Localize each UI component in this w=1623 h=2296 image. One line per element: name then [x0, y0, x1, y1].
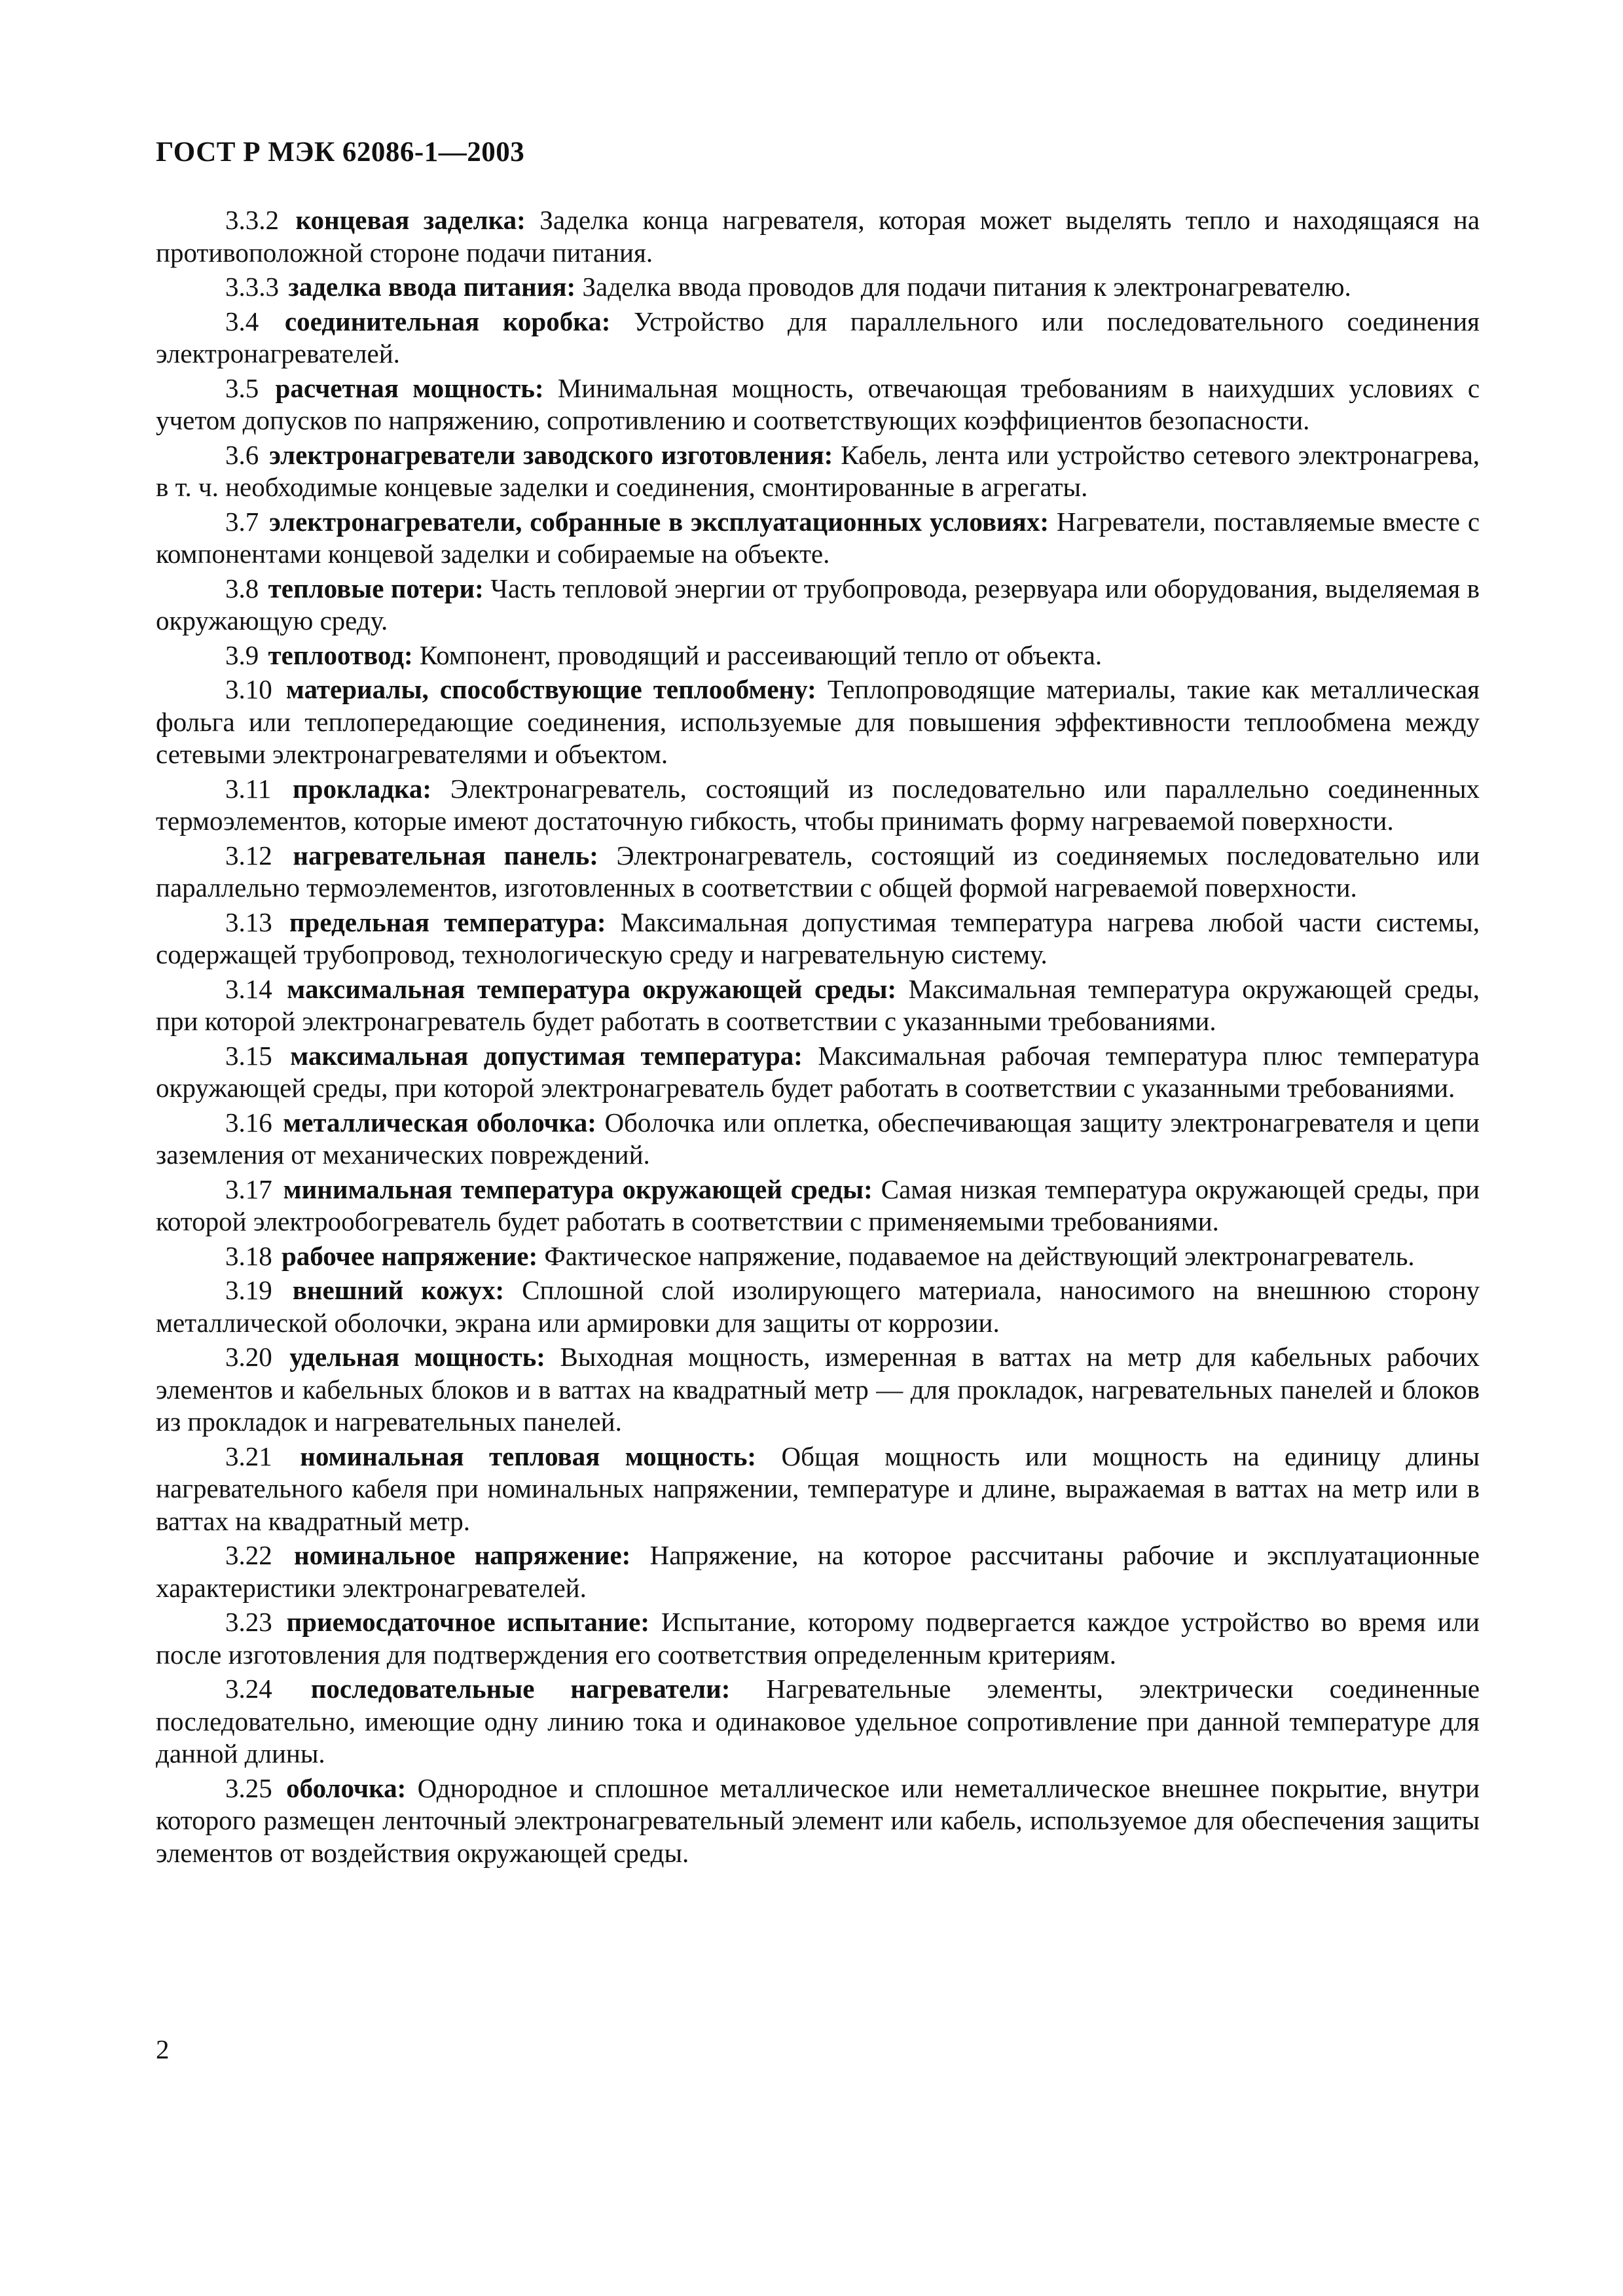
- definition-term: нагревательная панель:: [293, 840, 598, 870]
- definition-term: последовательные нагреватели:: [310, 1674, 731, 1704]
- definition-text: Испытание, которому подвергается каждое устройство во время или после изготовления для подтверждения его соответствия определенным критериям.: [156, 1607, 1480, 1670]
- definition-text: Кабель, лента или устройство сетевого электронагрева, в т. ч. необходимые концевые заделки и соединения, смонтированные в агрегаты.: [156, 439, 1480, 502]
- definition-term: электронагреватели заводского изготовления:: [269, 439, 833, 470]
- definition-number: 3.6: [225, 439, 259, 470]
- definition-number: 3.7: [225, 506, 259, 537]
- definition-term: предельная температура:: [289, 906, 606, 937]
- definition-text: Сплошной слой изолирующего материала, наносимого на внешнюю сторону металлической оболочки, экрана или армировки для защиты от коррозии.: [156, 1275, 1480, 1338]
- definition-term: удельная мощность:: [289, 1342, 545, 1372]
- definition-number: 3.12: [225, 840, 272, 870]
- definition-number: 3.9: [225, 639, 259, 670]
- definition-term: соединительная коробка:: [284, 306, 611, 336]
- definition-entry: [156, 639, 1480, 672]
- definition-entry: [156, 1341, 1480, 1439]
- definition-term: номинальное напряжение:: [294, 1540, 631, 1570]
- definition-entry: [156, 1606, 1480, 1671]
- definition-number: 3.13: [225, 906, 272, 937]
- definition-number: 3.15: [225, 1040, 272, 1071]
- definition-entry: [156, 1772, 1480, 1870]
- definition-term: номинальная тепловая мощность:: [300, 1441, 757, 1471]
- definition-text: Фактическое напряжение, подаваемое на действующий электронагреватель.: [544, 1240, 1415, 1271]
- definition-text: Электронагреватель, состоящий из последовательно или параллельно соединенных термоэлементов, которые имеют достаточную гибкость, чтобы принимать форму нагреваемой поверхности.: [156, 773, 1480, 836]
- definition-term: максимальная температура окружающей среды:: [287, 973, 897, 1004]
- definition-number: 3.14: [225, 973, 272, 1004]
- definition-number: 3.10: [225, 674, 272, 704]
- definition-term: рабочее напряжение:: [282, 1240, 538, 1271]
- document-header: ГОСТ Р МЭК 62086-1—2003: [156, 137, 525, 168]
- definition-number: 3.17: [225, 1174, 272, 1204]
- definition-entry: [156, 439, 1480, 504]
- definition-text: Нагревательные элементы, электрически соединенные последовательно, имеющие одну линию тока и одинаковое удельное сопротивление при данной температуре для данной длины.: [156, 1674, 1480, 1768]
- definition-entry: [156, 1441, 1480, 1538]
- definition-term: тепловые потери:: [268, 573, 484, 603]
- definition-entry: [156, 306, 1480, 370]
- definition-text: Часть тепловой энергии от трубопровода, резервуара или оборудования, выделяемая в окружающую среду.: [156, 573, 1480, 636]
- definition-term: металлическая оболочка:: [283, 1107, 596, 1138]
- definition-number: 3.3.3: [225, 272, 279, 302]
- definition-number: 3.22: [225, 1540, 272, 1570]
- definition-number: 3.19: [225, 1275, 272, 1305]
- definition-text: Однородное и сплошное металлическое или неметаллическое внешнее покрытие, внутри которого размещен ленточный электронагревательный элемент или кабель, используемое для обеспечения защиты элементов от воздействия окружающей среды.: [156, 1772, 1480, 1868]
- definition-number: 3.21: [225, 1441, 272, 1471]
- definition-entry: [156, 840, 1480, 905]
- definition-text: Максимальная рабочая температура плюс температура окружающей среды, при которой электронагреватель будет работать в соответствии с указанными требованиями.: [156, 1040, 1480, 1103]
- definition-term: прокладка:: [293, 773, 431, 804]
- definition-text: Выходная мощность, измеренная в ваттах на метр для кабельных рабочих элементов и кабельных блоков и в ваттах на квадратный метр — для прокладок, нагревательных панелей и блоков из прокладок и нагревательных панелей.: [156, 1342, 1480, 1437]
- definition-number: 3.18: [225, 1240, 272, 1271]
- definition-text: Электронагреватель, состоящий из соединяемых последовательно или параллельно термоэлементов, изготовленных в соответствии с общей формой нагреваемой поверхности.: [156, 840, 1480, 903]
- definition-term: теплоотвод:: [268, 639, 413, 670]
- definition-entry: [156, 506, 1480, 571]
- definition-entry: [156, 673, 1480, 771]
- definitions-list: [156, 204, 1480, 1871]
- definition-number: 3.8: [225, 573, 259, 603]
- definition-term: оболочка:: [286, 1772, 407, 1803]
- definition-entry: [156, 1040, 1480, 1105]
- page-number: 2: [156, 2034, 170, 2064]
- definition-entry: [156, 1240, 1480, 1273]
- definition-number: 3.3.2: [225, 205, 279, 235]
- definition-term: расчетная мощность:: [275, 372, 544, 403]
- definition-entry: [156, 573, 1480, 637]
- definition-term: концевая заделка:: [295, 205, 526, 235]
- definition-text: Минимальная мощность, отвечающая требованиям в наихудших условиях с учетом допусков по напряжению, сопротивлению и соответствующих коэффициентов безопасности.: [156, 372, 1480, 435]
- definition-entry: [156, 372, 1480, 437]
- definition-number: 3.4: [225, 306, 259, 336]
- definition-entry: [156, 773, 1480, 838]
- definition-number: 3.24: [225, 1674, 272, 1704]
- definition-entry: [156, 973, 1480, 1038]
- definition-text: Нагреватели, поставляемые вместе с компонентами концевой заделки и собираемые на объекте.: [156, 506, 1480, 569]
- definition-text: Максимальная допустимая температура нагрева любой части системы, содержащей трубопровод, технологическую среду и нагревательную систему.: [156, 906, 1480, 969]
- definition-entry: [156, 1539, 1480, 1604]
- definition-term: максимальная допустимая температура:: [290, 1040, 803, 1071]
- definition-number: 3.20: [225, 1342, 272, 1372]
- definition-number: 3.5: [225, 372, 259, 403]
- definition-text: Заделка конца нагревателя, которая может выделять тепло и находящаяся на противоположной стороне подачи питания.: [156, 205, 1480, 268]
- definition-text: Максимальная температура окружающей среды, при которой электронагреватель будет работать в соответствии с указанными требованиями.: [156, 973, 1480, 1036]
- definition-text: Устройство для параллельного или последовательного соединения электронагревателей.: [156, 306, 1480, 368]
- definition-text: Напряжение, на которое рассчитаны рабочие и эксплуатационные характеристики электронагревателей.: [156, 1540, 1480, 1603]
- definition-term: внешний кожух:: [292, 1275, 505, 1305]
- definition-term: электронагреватели, собранные в эксплуатационных условиях:: [269, 506, 1049, 537]
- definition-text: Оболочка или оплетка, обеспечивающая защиту электронагревателя и цепи заземления от механических повреждений.: [156, 1107, 1480, 1170]
- definition-number: 3.11: [225, 773, 272, 804]
- definition-term: приемосдаточное испытание:: [286, 1607, 650, 1637]
- definition-term: материалы, способствующие теплообмену:: [285, 674, 816, 704]
- definition-term: заделка ввода питания:: [288, 272, 576, 302]
- definition-text: Компонент, проводящий и рассеивающий тепло от объекта.: [419, 639, 1103, 670]
- definition-text: Общая мощность или мощность на единицу длины нагревательного кабеля при номинальных напряжении, температуре и длине, выражаемая в ваттах на метр или в ваттах на квадратный метр.: [156, 1441, 1480, 1536]
- definition-entry: [156, 1673, 1480, 1770]
- definition-text: Теплопроводящие материалы, такие как металлическая фольга или теплопередающие соединения, используемые для повышения эффективности теплообмена между сетевыми электронагревателями и объектом.: [156, 674, 1480, 769]
- definition-entry: [156, 906, 1480, 971]
- definition-entry: [156, 1174, 1480, 1238]
- definition-number: 3.25: [225, 1772, 272, 1803]
- definition-number: 3.23: [225, 1607, 272, 1637]
- definition-term: минимальная температура окружающей среды:: [283, 1174, 873, 1204]
- definition-text: Самая низкая температура окружающей среды, при которой электрообогреватель будет работать в соответствии с применяемыми требованиями.: [156, 1174, 1480, 1236]
- definition-entry: [156, 271, 1480, 304]
- definition-text: Заделка ввода проводов для подачи питания к электронагревателю.: [582, 272, 1351, 302]
- definition-entry: [156, 1274, 1480, 1339]
- definition-entry: [156, 1107, 1480, 1172]
- definition-number: 3.16: [225, 1107, 272, 1138]
- definition-entry: [156, 204, 1480, 269]
